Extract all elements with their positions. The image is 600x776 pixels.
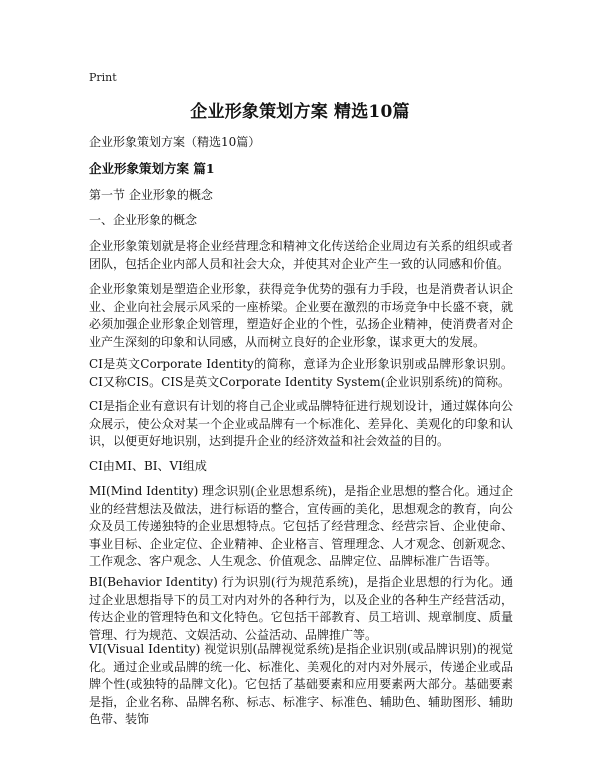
document-subtitle: 企业形象策划方案（精选10篇） [89, 135, 261, 149]
paragraph-ci-meaning: CI是指企业有意识有计划的将自己企业或品牌特征进行规划设计，通过媒体向公众展示，使公众对某一个企业或品牌有一个标准化、差异化、美观化的印象和认识，以便更好地识别，达到提升企业的经济效益和社会效益的目的。 [89, 399, 513, 448]
paragraph-ci-abbreviation: CI是英文Corporate Identity的简称，意译为企业形象识别或品牌形象识别。CI又称CIS。CIS是英文Corporate Identity System(企业识别系统)的简称。 [89, 357, 513, 389]
subsection-heading: 一、企业形象的概念 [89, 213, 198, 227]
ci-composition-line: CI由MI、BI、VI组成 [89, 459, 207, 473]
document-title: 企业形象策划方案 精选10篇 [190, 102, 410, 122]
paragraph-bi: BI(Behavior Identity) 行为识别(行为规范系统)，是指企业思想的行为化。通过企业思想指导下的员工对内对外的各种行为，以及企业的各种生产经营活动，传达企业的管理特色和文化特色。它包括干部教育、员工培训、规章制度、质量管理、行为规范、文娱活动、公益活动、品牌推广等。 [89, 575, 513, 642]
paragraph-importance: 企业形象策划是塑造企业形象，获得竞争优势的强有力手段，也是消费者认识企业、企业向社会展示风采的一座桥梁。企业要在激烈的市场竞争中长盛不衰，就必须加强企业形象企划管理，塑造好企业的个性，弘扬企业精神，使消费者对企业产生深刻的印象和认同感，从而树立良好的企业形象，谋求更大的发展。 [89, 282, 513, 349]
paragraph-vi: VI(Visual Identity) 视觉识别(品牌视觉系统)是指企业识别(或品牌识别)的视觉化。通过企业或品牌的统一化、标准化、美观化的对内对外展示，传递企业或品牌个性(或独特的品牌文化)。它包括了基础要素和应用要素两大部分。基础要素是指，企业名称、品牌名称、标志、标准字、标准色、辅助色、辅助图形、辅助色带、装饰 [89, 642, 513, 726]
paragraph-definition: 企业形象策划就是将企业经营理念和精神文化传送给企业周边有关系的组织或者团队，包括企业内部人员和社会大众，并使其对企业产生一致的认同感和价值。 [89, 239, 513, 271]
section-heading: 企业形象策划方案 篇1 [89, 161, 215, 176]
paragraph-mi: MI(Mind Identity) 理念识别(企业思想系统)，是指企业思想的整合化。通过企业的经营想法及做法，进行标语的整合，宣传画的美化，思想观念的教育，向公众及员工传递独特的企业思想特点。它包括了经营理念、经营宗旨、企业使命、事业目标、企业定位、企业精神、企业格言、管理理念、人才观念、创新观念、工作观念、客户观念、人生观念、价值观念、品牌定位、品牌标准广告语等。 [89, 484, 513, 568]
print-link[interactable]: Print [89, 71, 117, 84]
chapter-heading: 第一节 企业形象的概念 [89, 188, 213, 202]
